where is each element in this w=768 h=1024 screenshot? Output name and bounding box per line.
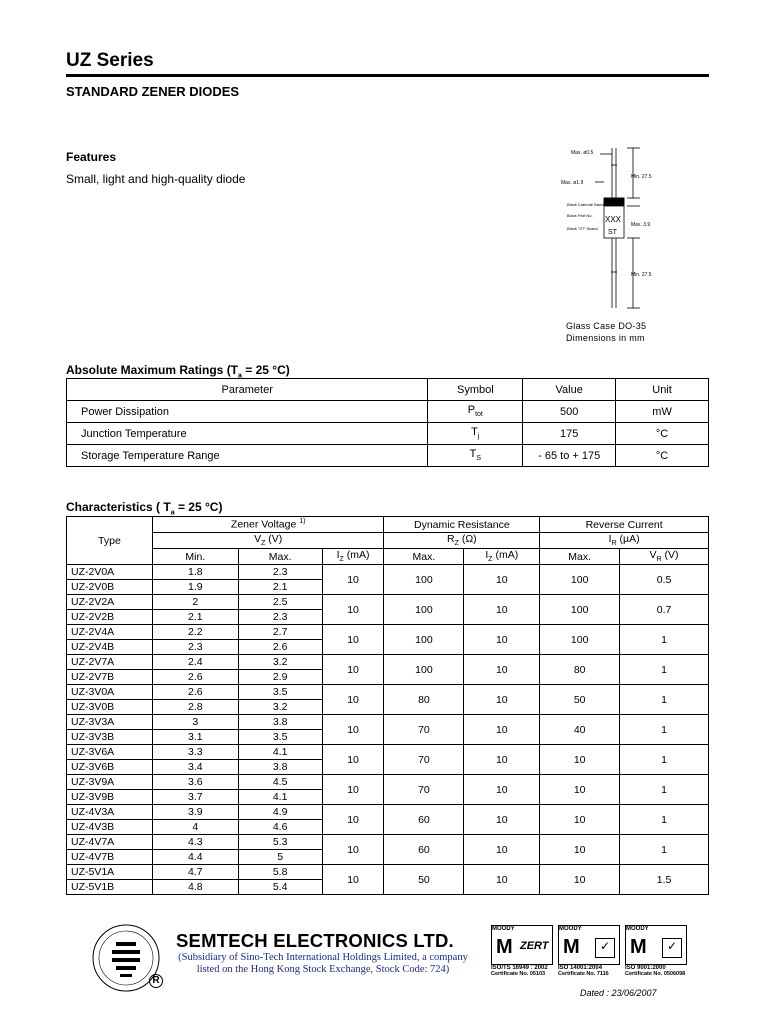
cell-ir-max: 10	[540, 865, 620, 895]
amr-value: - 65 to + 175	[523, 445, 616, 467]
cell-vz-max: 5.4	[238, 880, 322, 895]
cell-vr: 1	[620, 625, 709, 655]
cell-iz-rz: 10	[464, 685, 540, 715]
cell-iz-rz: 10	[464, 865, 540, 895]
cell-type: UZ-3V9B	[67, 790, 153, 805]
cell-rz-max: 60	[384, 835, 464, 865]
features-text: Small, light and high-quality diode	[66, 172, 246, 186]
amr-param: Junction Temperature	[67, 423, 428, 445]
cell-vz-min: 1.8	[152, 565, 238, 580]
cell-iz-rz: 10	[464, 745, 540, 775]
body-xxx: XXX	[605, 215, 622, 224]
cell-vz-max: 2.9	[238, 670, 322, 685]
table-row	[67, 775, 709, 790]
cell-vz-min: 1.9	[152, 580, 238, 595]
cell-vr: 1	[620, 805, 709, 835]
amr-symbol: $P_{tot}$	[428, 401, 523, 423]
amr-value: 500	[523, 401, 616, 423]
diode-outline-drawing	[555, 140, 705, 350]
cell-type: UZ-5V1B	[67, 880, 153, 895]
cell-vz-max: 2.6	[238, 640, 322, 655]
cell-vz-max: 3.2	[238, 655, 322, 670]
table-row	[67, 655, 709, 670]
label-black-cathode: Black Cathode Band	[567, 202, 604, 207]
cell-vz-min: 4	[152, 820, 238, 835]
col-iz: $I_Z$ (mA)	[322, 549, 384, 565]
cell-vz-max: 2.5	[238, 595, 322, 610]
col-zener-voltage: Zener Voltage $^{1)}$	[152, 517, 384, 533]
cell-vr: 1	[620, 715, 709, 745]
cell-vz-max: 3.5	[238, 730, 322, 745]
amr-unit: °C	[616, 445, 709, 467]
cell-vr: 1.5	[620, 865, 709, 895]
cell-vz-max: 2.3	[238, 610, 322, 625]
col-vz: $V_Z$ (V)	[152, 533, 384, 549]
cell-vz-min: 2.8	[152, 700, 238, 715]
features-heading: Features	[66, 150, 117, 164]
cell-vr: 1	[620, 835, 709, 865]
cell-rz-max: 70	[384, 715, 464, 745]
table-row	[67, 549, 709, 565]
cell-ir-max: 10	[540, 805, 620, 835]
table-row	[67, 685, 709, 700]
diode-caption	[566, 320, 646, 344]
cell-ir-max: 50	[540, 685, 620, 715]
chars-heading: Characteristics ( $T_a = 25$ °C)	[66, 500, 223, 517]
company-name: SEMTECH ELECTRONICS LTD.	[176, 930, 454, 951]
amr-header-parameter: Parameter	[67, 379, 428, 401]
cell-ir-max: 100	[540, 595, 620, 625]
col-rz: $R_Z$ (Ω)	[384, 533, 540, 549]
cell-type: UZ-3V6A	[67, 745, 153, 760]
cell-iz: 10	[322, 685, 384, 715]
title-rule	[66, 74, 709, 77]
cell-type: UZ-4V3B	[67, 820, 153, 835]
caption-dimensions: Dimensions in mm	[566, 333, 645, 343]
cell-ir-max: 100	[540, 565, 620, 595]
dim-max-d05: Max. ø0.5	[571, 150, 594, 156]
cell-iz-rz: 10	[464, 595, 540, 625]
cell-vz-min: 3.7	[152, 790, 238, 805]
table-row	[67, 533, 709, 549]
cell-type: UZ-2V4A	[67, 625, 153, 640]
cell-vz-min: 2.4	[152, 655, 238, 670]
col-min: Min.	[152, 549, 238, 565]
cell-vz-min: 3.4	[152, 760, 238, 775]
cell-vz-min: 2	[152, 595, 238, 610]
table-row	[67, 423, 709, 445]
cell-ir-max: 80	[540, 655, 620, 685]
cell-vz-max: 3.8	[238, 760, 322, 775]
cell-type: UZ-2V0B	[67, 580, 153, 595]
amr-symbol: $T_S$	[428, 445, 523, 467]
cell-iz-rz: 10	[464, 775, 540, 805]
cell-type: UZ-5V1A	[67, 865, 153, 880]
cell-iz-rz: 10	[464, 565, 540, 595]
cell-vz-min: 2.6	[152, 670, 238, 685]
cell-type: UZ-2V7B	[67, 670, 153, 685]
cell-rz-max: 100	[384, 655, 464, 685]
caption-case: Glass Case DO-35	[566, 321, 647, 331]
cell-vz-min: 4.7	[152, 865, 238, 880]
col-vr: $V_R$ (V)	[620, 549, 709, 565]
cell-vz-max: 4.5	[238, 775, 322, 790]
cell-vz-min: 4.8	[152, 880, 238, 895]
cell-iz: 10	[322, 625, 384, 655]
cell-vr: 0.5	[620, 565, 709, 595]
col-iz-rz: $I_Z$ (mA)	[464, 549, 540, 565]
company-subsidiary-note: (Subsidiary of Sino-Tech International Holdings Limited, a company listed on the Hong Kong Stock Exchange, Stock Code: 724)	[178, 952, 468, 975]
cell-type: UZ-2V2A	[67, 595, 153, 610]
table-row	[67, 715, 709, 730]
cell-type: UZ-3V0A	[67, 685, 153, 700]
col-ir-max: Max.	[540, 549, 620, 565]
table-row	[67, 865, 709, 880]
cell-rz-max: 60	[384, 805, 464, 835]
col-type: Type	[67, 517, 153, 565]
cell-vz-min: 3	[152, 715, 238, 730]
registered-mark: R	[149, 974, 163, 988]
cell-rz-max: 50	[384, 865, 464, 895]
table-row	[67, 379, 709, 401]
amr-header-symbol: Symbol	[428, 379, 523, 401]
cell-vz-min: 2.2	[152, 625, 238, 640]
cell-rz-max: 70	[384, 745, 464, 775]
cell-type: UZ-3V3A	[67, 715, 153, 730]
cell-iz: 10	[322, 865, 384, 895]
table-row	[67, 565, 709, 580]
cell-ir-max: 10	[540, 775, 620, 805]
cell-ir-max: 40	[540, 715, 620, 745]
col-ir: $I_R$ (µA)	[540, 533, 709, 549]
cell-iz: 10	[322, 775, 384, 805]
table-row	[67, 517, 709, 533]
label-black-st: Black "ST" Brand	[567, 226, 598, 231]
cell-iz-rz: 10	[464, 625, 540, 655]
cell-iz-rz: 10	[464, 715, 540, 745]
cell-vz-max: 5	[238, 850, 322, 865]
amr-header-unit: Unit	[616, 379, 709, 401]
cell-vz-max: 2.7	[238, 625, 322, 640]
dated-text: Dated : 23/06/2007	[580, 988, 657, 998]
table-row	[67, 595, 709, 610]
cell-vz-max: 4.1	[238, 745, 322, 760]
table-row	[67, 445, 709, 467]
cell-vz-min: 3.3	[152, 745, 238, 760]
cell-vz-min: 2.3	[152, 640, 238, 655]
page-subtitle: STANDARD ZENER DIODES	[66, 84, 240, 99]
table-row	[67, 805, 709, 820]
amr-unit: mW	[616, 401, 709, 423]
cell-rz-max: 70	[384, 775, 464, 805]
cell-vz-max: 4.6	[238, 820, 322, 835]
chars-table	[66, 516, 709, 895]
cell-vr: 1	[620, 745, 709, 775]
cell-vz-max: 3.2	[238, 700, 322, 715]
cell-vr: 1	[620, 685, 709, 715]
cell-iz-rz: 10	[464, 805, 540, 835]
col-rz-max: Max.	[384, 549, 464, 565]
table-row	[67, 625, 709, 640]
amr-header-value: Value	[523, 379, 616, 401]
cell-type: UZ-4V3A	[67, 805, 153, 820]
cell-iz-rz: 10	[464, 835, 540, 865]
cell-vz-max: 2.1	[238, 580, 322, 595]
cell-ir-max: 10	[540, 745, 620, 775]
cell-iz: 10	[322, 565, 384, 595]
cell-vz-max: 4.9	[238, 805, 322, 820]
cell-vz-min: 4.4	[152, 850, 238, 865]
cell-iz: 10	[322, 715, 384, 745]
cell-vz-min: 2.1	[152, 610, 238, 625]
cell-type: UZ-3V3B	[67, 730, 153, 745]
cell-type: UZ-3V6B	[67, 760, 153, 775]
col-max: Max.	[238, 549, 322, 565]
amr-table	[66, 378, 709, 467]
cell-type: UZ-2V0A	[67, 565, 153, 580]
cell-ir-max: 10	[540, 835, 620, 865]
amr-param: Storage Temperature Range	[67, 445, 428, 467]
cell-vz-min: 4.3	[152, 835, 238, 850]
cell-type: UZ-2V4B	[67, 640, 153, 655]
amr-param: Power Dissipation	[67, 401, 428, 423]
amr-unit: °C	[616, 423, 709, 445]
body-st: ST	[608, 229, 617, 236]
cell-iz: 10	[322, 595, 384, 625]
amr-value: 175	[523, 423, 616, 445]
cell-iz: 10	[322, 835, 384, 865]
amr-symbol: $T_j$	[428, 423, 523, 445]
cell-vr: 1	[620, 775, 709, 805]
cell-rz-max: 100	[384, 565, 464, 595]
table-row	[67, 745, 709, 760]
cell-vz-max: 5.8	[238, 865, 322, 880]
cell-type: UZ-2V2B	[67, 610, 153, 625]
cell-vz-min: 3.9	[152, 805, 238, 820]
cert-iso-ts-16949: MOODY M ZERT ISO/TS 16949 : 2002 Certificate No. 05103	[491, 925, 553, 975]
series-title: UZ Series	[66, 50, 154, 71]
cert-iso-9001: MOODY M ✓ ISO 9001:2000 Certificate No. 0506098	[625, 926, 686, 977]
dim-max-39: Max. 3.9	[631, 222, 651, 228]
cell-vz-max: 3.5	[238, 685, 322, 700]
cell-iz: 10	[322, 745, 384, 775]
dim-max-d19: Max. ø1.9	[561, 180, 584, 186]
cell-iz-rz: 10	[464, 655, 540, 685]
cell-type: UZ-3V0B	[67, 700, 153, 715]
cell-vz-min: 2.6	[152, 685, 238, 700]
cell-ir-max: 100	[540, 625, 620, 655]
cell-rz-max: 80	[384, 685, 464, 715]
dim-min-275-bottom: Min. 27.5	[631, 272, 652, 278]
cert-iso-14001: MOODY M ✓ ISO 14001:2004 Certificate No. 7116	[558, 925, 620, 975]
cell-vz-max: 5.3	[238, 835, 322, 850]
cell-vr: 1	[620, 655, 709, 685]
cell-vr: 0.7	[620, 595, 709, 625]
amr-heading: Absolute Maximum Ratings ($T_a = 25$ °C)	[66, 363, 290, 380]
cell-type: UZ-2V7A	[67, 655, 153, 670]
cell-rz-max: 100	[384, 625, 464, 655]
cell-type: UZ-3V9A	[67, 775, 153, 790]
cell-vz-min: 3.1	[152, 730, 238, 745]
cell-vz-max: 4.1	[238, 790, 322, 805]
col-reverse-current: Reverse Current	[540, 517, 709, 533]
cell-iz: 10	[322, 805, 384, 835]
cell-vz-max: 2.3	[238, 565, 322, 580]
table-row	[67, 835, 709, 850]
cell-iz: 10	[322, 655, 384, 685]
cell-type: UZ-4V7A	[67, 835, 153, 850]
dim-min-275-top: Min. 27.5	[631, 174, 652, 180]
cell-vz-min: 3.6	[152, 775, 238, 790]
cell-rz-max: 100	[384, 595, 464, 625]
table-row	[67, 401, 709, 423]
col-dynamic-resistance: Dynamic Resistance	[384, 517, 540, 533]
label-black-partno: Black Part No.	[567, 213, 593, 218]
cell-vz-max: 3.8	[238, 715, 322, 730]
cell-type: UZ-4V7B	[67, 850, 153, 865]
